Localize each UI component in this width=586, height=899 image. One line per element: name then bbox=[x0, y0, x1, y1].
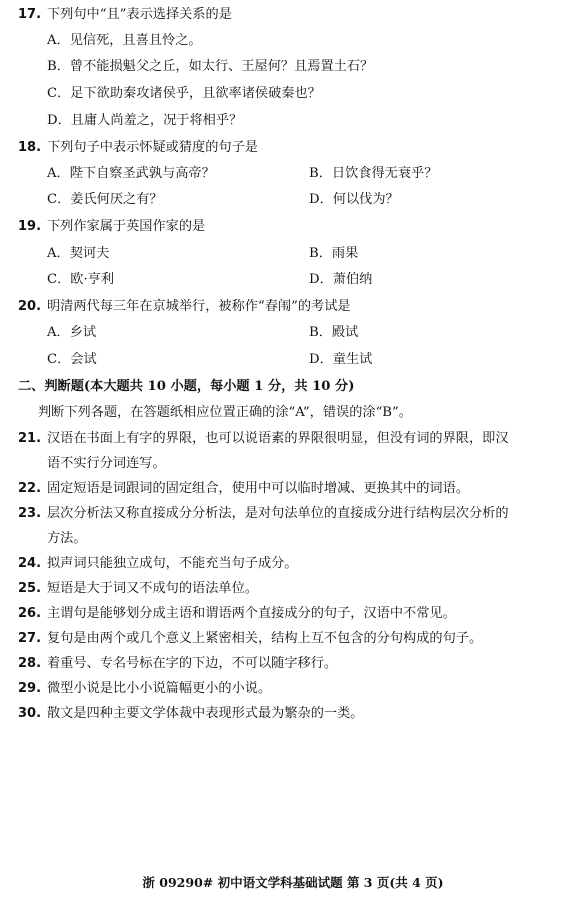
option-b: B．日饮食得无衰乎？ bbox=[309, 166, 438, 181]
question-number: 25. bbox=[18, 581, 42, 596]
option-c: C．欧·亨利 bbox=[47, 272, 115, 287]
question-number: 28. bbox=[18, 656, 42, 671]
question-text: 微型小说是比小小说篇幅更小的小说。 bbox=[47, 681, 272, 696]
question-number: 20. bbox=[18, 299, 42, 314]
option-b: B．雨果 bbox=[309, 246, 359, 261]
option-c: C．会试 bbox=[47, 352, 97, 367]
question-text: 拟声词只能独立成句，不能充当句子成分。 bbox=[47, 556, 298, 571]
question-number: 18. bbox=[18, 140, 42, 155]
question-number: 23. bbox=[18, 506, 42, 521]
option-a: A．契诃夫 bbox=[47, 246, 110, 261]
option-c: C．姜氏何厌之有？ bbox=[47, 192, 163, 207]
question-number: 19. bbox=[18, 219, 42, 234]
option-b: B．殿试 bbox=[309, 325, 359, 340]
option-a: A．陛下自察圣武孰与高帝？ bbox=[47, 166, 215, 181]
section-title: 二、判断题(本大题共 10 小题，每小题 1 分，共 10 分) bbox=[18, 379, 355, 394]
question-text: 明清两代每三年在京城举行，被称作“春闱”的考试是 bbox=[47, 299, 351, 314]
question-text: 短语是大于词又不成句的语法单位。 bbox=[47, 581, 258, 596]
question-number: 26. bbox=[18, 606, 42, 621]
page-footer: 浙 09290# 初中语文学科基础试题 第 3 页(共 4 页) bbox=[142, 875, 444, 890]
question-number: 29. bbox=[18, 681, 42, 696]
question-number: 22. bbox=[18, 481, 42, 496]
option-c: C．足下欲助秦攻诸侯乎，且欲率诸侯破秦也？ bbox=[47, 86, 321, 101]
question-number: 17. bbox=[18, 7, 42, 22]
question-text: 固定短语是词跟词的固定组合，使用中可以临时增减、更换其中的词语。 bbox=[47, 481, 469, 496]
question-text: 层次分析法又称直接成分分析法，是对句法单位的直接成分进行结构层次分析的 bbox=[47, 506, 509, 521]
question-text: 复句是由两个或几个意义上紧密相关，结构上互不包含的分句构成的句子。 bbox=[47, 631, 483, 646]
question-number: 27. bbox=[18, 631, 42, 646]
question-text: 汉语在书面上有字的界限，也可以说语素的界限很明显，但没有词的界限，即汉 bbox=[47, 431, 509, 446]
question-text-continued: 方法。 bbox=[47, 531, 87, 546]
section-instruction: 判断下列各题，在答题纸相应位置正确的涂“A”，错误的涂“B”。 bbox=[38, 405, 412, 420]
question-text: 主谓句是能够划分成主语和谓语两个直接成分的句子，汉语中不常见。 bbox=[47, 606, 456, 621]
option-b: B．曾不能损魁父之丘，如太行、王屋何？且焉置土石？ bbox=[47, 59, 374, 74]
question-number: 21. bbox=[18, 431, 42, 446]
question-text: 着重号、专名号标在字的下边，不可以随字移行。 bbox=[47, 656, 338, 671]
question-text: 下列句中“且”表示选择关系的是 bbox=[47, 7, 232, 22]
question-text: 下列作家属于英国作家的是 bbox=[47, 219, 206, 234]
question-text: 下列句子中表示怀疑或猜度的句子是 bbox=[47, 140, 258, 155]
question-number: 30. bbox=[18, 706, 42, 721]
option-a: A．见信死，且喜且怜之。 bbox=[47, 33, 202, 48]
option-d: D．何以伐为？ bbox=[309, 192, 399, 207]
question-text: 散文是四种主要文学体裁中表现形式最为繁杂的一类。 bbox=[47, 706, 364, 721]
question-number: 24. bbox=[18, 556, 42, 571]
option-d: D．童生试 bbox=[309, 352, 373, 367]
option-d: D．且庸人尚羞之，况于将相乎？ bbox=[47, 113, 243, 128]
option-d: D．萧伯纳 bbox=[309, 272, 373, 287]
question-text-continued: 语不实行分词连写。 bbox=[47, 456, 166, 471]
option-a: A．乡试 bbox=[47, 325, 97, 340]
